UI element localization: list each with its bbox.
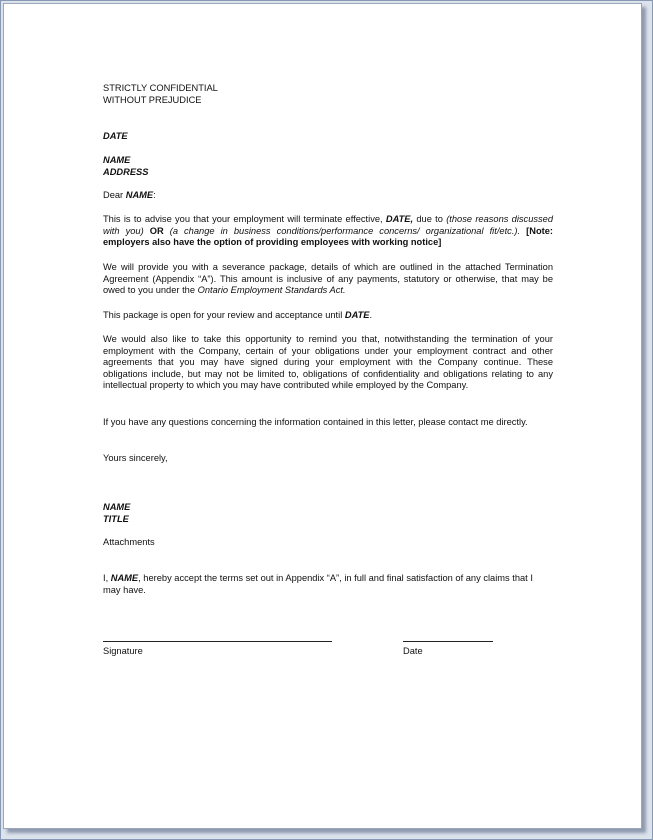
p1-text-b: due to bbox=[413, 214, 447, 224]
letter-page bbox=[3, 3, 642, 829]
recipient-address: ADDRESS bbox=[103, 166, 149, 177]
recipient-name: NAME bbox=[103, 155, 131, 165]
p1-text-a: This is to advise you that your employment will terminate effective, bbox=[103, 214, 386, 224]
paragraph-review bbox=[103, 310, 553, 322]
salutation-suffix: : bbox=[153, 190, 156, 200]
p1-note: [Note: employers also have the option of providing employees with working notice] bbox=[103, 225, 553, 248]
letter-header bbox=[103, 83, 553, 106]
letter-date: DATE bbox=[103, 131, 128, 141]
date-label: Date bbox=[403, 646, 423, 656]
closing: Yours sincerely, bbox=[103, 453, 168, 463]
signer-name: NAME bbox=[103, 502, 131, 512]
acceptance-text-b: , hereby accept the terms set out in Appendix “A”, in full and final satisfaction of any claims that I may have. bbox=[103, 573, 533, 595]
salutation-prefix: Dear bbox=[103, 190, 126, 200]
p1-date: DATE, bbox=[385, 214, 414, 224]
p2-act: Ontario Employment Standards Act. bbox=[197, 285, 346, 296]
p1-or: OR bbox=[143, 225, 170, 236]
paragraph-termination bbox=[103, 214, 553, 249]
p3-date: DATE bbox=[344, 310, 370, 320]
attachments-label: Attachments bbox=[103, 537, 155, 547]
paragraph-severance bbox=[103, 262, 553, 297]
without-prejudice-label: WITHOUT PREJUDICE bbox=[103, 94, 202, 105]
signer-title: TITLE bbox=[103, 513, 129, 524]
confidential-label: STRICTLY CONFIDENTIAL bbox=[103, 83, 218, 93]
p3-text-a: This package is open for your review and acceptance until bbox=[103, 310, 345, 320]
paragraph-obligations: We would also like to take this opportunity to remind you that, notwithstanding the termination of your employment with the Company, certain of your obligations under your employment contract and other agreements that you may have signed during your employment with the Company continue. These obligations include, but may not be limited to, obligations of confidentiality and obligations relating to any intellectual property to which you may have contributed while employed by the Company. bbox=[103, 334, 553, 391]
signer-block bbox=[103, 502, 553, 525]
salutation bbox=[103, 190, 553, 202]
recipient-block bbox=[103, 155, 553, 178]
date-line bbox=[403, 641, 493, 642]
p1-change: (a change in business conditions/performance concerns/ organizational fit/etc.). bbox=[169, 225, 521, 236]
signature-line bbox=[103, 641, 332, 642]
p3-text-b: . bbox=[369, 310, 373, 320]
acceptance-statement bbox=[103, 573, 543, 596]
p2-text-a: We will provide you with a severance package, details of which are outlined in the attached Termination Agreement (Appendix “A”). This amount is inclusive of any payments, statutory or otherwise, that may be owed to you under the bbox=[103, 262, 553, 296]
signature-label: Signature bbox=[103, 646, 143, 656]
paragraph-questions: If you have any questions concerning the information contained in this letter, please contact me directly. bbox=[103, 417, 528, 427]
acceptance-name: NAME bbox=[110, 573, 139, 583]
acceptance-text-a: I, bbox=[103, 573, 111, 583]
salutation-name: NAME bbox=[125, 190, 154, 200]
p1-reasons: (those reasons discussed with you) bbox=[103, 214, 554, 236]
